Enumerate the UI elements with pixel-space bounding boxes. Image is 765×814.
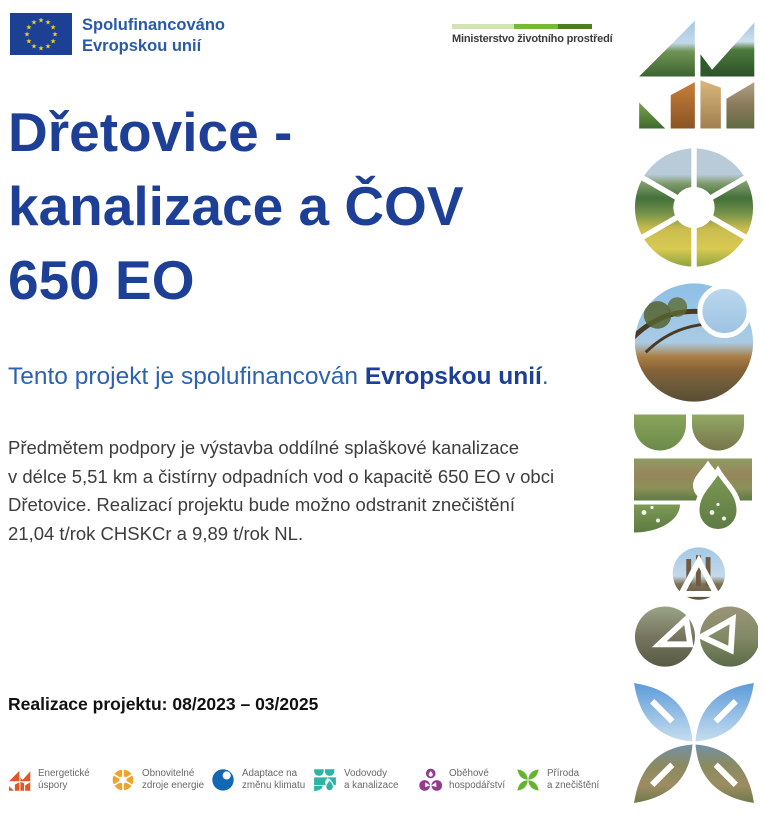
footer-item-priroda-znecisteni [516,768,599,792]
circular-economy-icon [418,768,442,792]
svg-text:★: ★ [44,18,52,27]
ministry-logo [452,24,613,45]
footer-label-line1: Oběhové [449,768,489,780]
svg-text:★: ★ [30,18,38,27]
footer-label-line1: Energetické [38,768,90,780]
footer-label-line2: úspory [38,780,68,791]
svg-text:★: ★ [49,37,57,46]
footer-item-obnovitelne-zdroje [111,768,204,792]
footer-label-line2: hospodářství [449,780,506,791]
circular-economy-photo-collage [632,543,758,671]
svg-text:★: ★ [25,37,33,46]
footer-label-line2: a kanalizace [344,780,399,791]
footer-item-vodovody-kanalizace [313,768,398,792]
energy-triangles-photo-collage [628,6,758,134]
water-arches-photo-collage [628,410,758,536]
footer-label-line1: Příroda [547,768,580,780]
ministry-bar-icon [452,24,592,29]
eu-flag-icon [10,13,72,55]
subtitle-normal: Tento projekt je spolufinancován [8,363,365,390]
eu-cofunded-text [82,15,225,57]
eu-text-line1: Spolufinancováno [82,16,226,34]
svg-text:★: ★ [23,30,31,39]
svg-text:★: ★ [30,42,38,51]
subtitle-bold: Evropskou unií [364,363,542,390]
footer-label-line2: zdroje energie [142,780,205,791]
description-line3: Dřetovice. Realizací projektu bude možno odstranit znečištění [8,494,515,516]
footer-label-line1: Vodovody [344,768,388,780]
footer-label-line1: Adaptace na [242,768,298,780]
energy-savings-icon [7,768,31,792]
footer-label-line2: a znečištění [547,780,600,791]
ministry-name: Ministerstvo životního prostředí [452,33,613,45]
svg-text:★: ★ [25,23,33,32]
description-line1: Předmětem podpory je výstavba oddílné splaškové kanalizace [8,437,520,458]
ministry-bar-light [452,24,514,29]
cofinancing-statement [8,363,549,391]
renewable-ring-photo-collage [630,146,758,270]
footer-label-line1: Obnovitelné [142,768,195,780]
description-line2: v délce 5,51 km a čistírny odpadních vod o kapacitě 650 EO v obci [8,465,555,487]
renewable-energy-icon [111,768,135,792]
description-line4: 21,04 t/rok CHSKCr a 9,89 t/rok NL. [8,522,304,544]
title-line2: kanalizace a ČOV [8,175,464,237]
climate-circle-photo-collage [630,281,758,405]
ministry-bar-mid [514,24,558,29]
footer-item-adaptace-klima [211,768,305,792]
climate-adaptation-icon [211,768,235,792]
svg-text:★: ★ [44,42,52,51]
nature-pollution-icon [516,768,540,792]
subtitle-period: . [541,363,549,390]
title-line1: Dřetovice - [8,101,293,163]
eu-text-line2: Evropskou unií [82,37,202,55]
title-line3: 650 EO [8,249,195,311]
footer-item-energeticke-uspory [7,768,90,792]
svg-text:★: ★ [37,16,45,25]
footer-label-line2: změnu klimatu [242,780,306,791]
nature-leaves-photo-collage [626,675,762,811]
project-description [8,434,554,548]
footer-item-obehove-hospodarstvi [418,768,505,792]
water-sewerage-icon [313,768,337,792]
page-title [8,95,623,317]
realization-period: Realizace projektu: 08/2023 – 03/2025 [8,694,319,714]
svg-text:★: ★ [51,30,59,39]
svg-text:★: ★ [49,23,57,32]
ministry-bar-dark [558,24,592,29]
svg-text:★: ★ [37,44,45,53]
